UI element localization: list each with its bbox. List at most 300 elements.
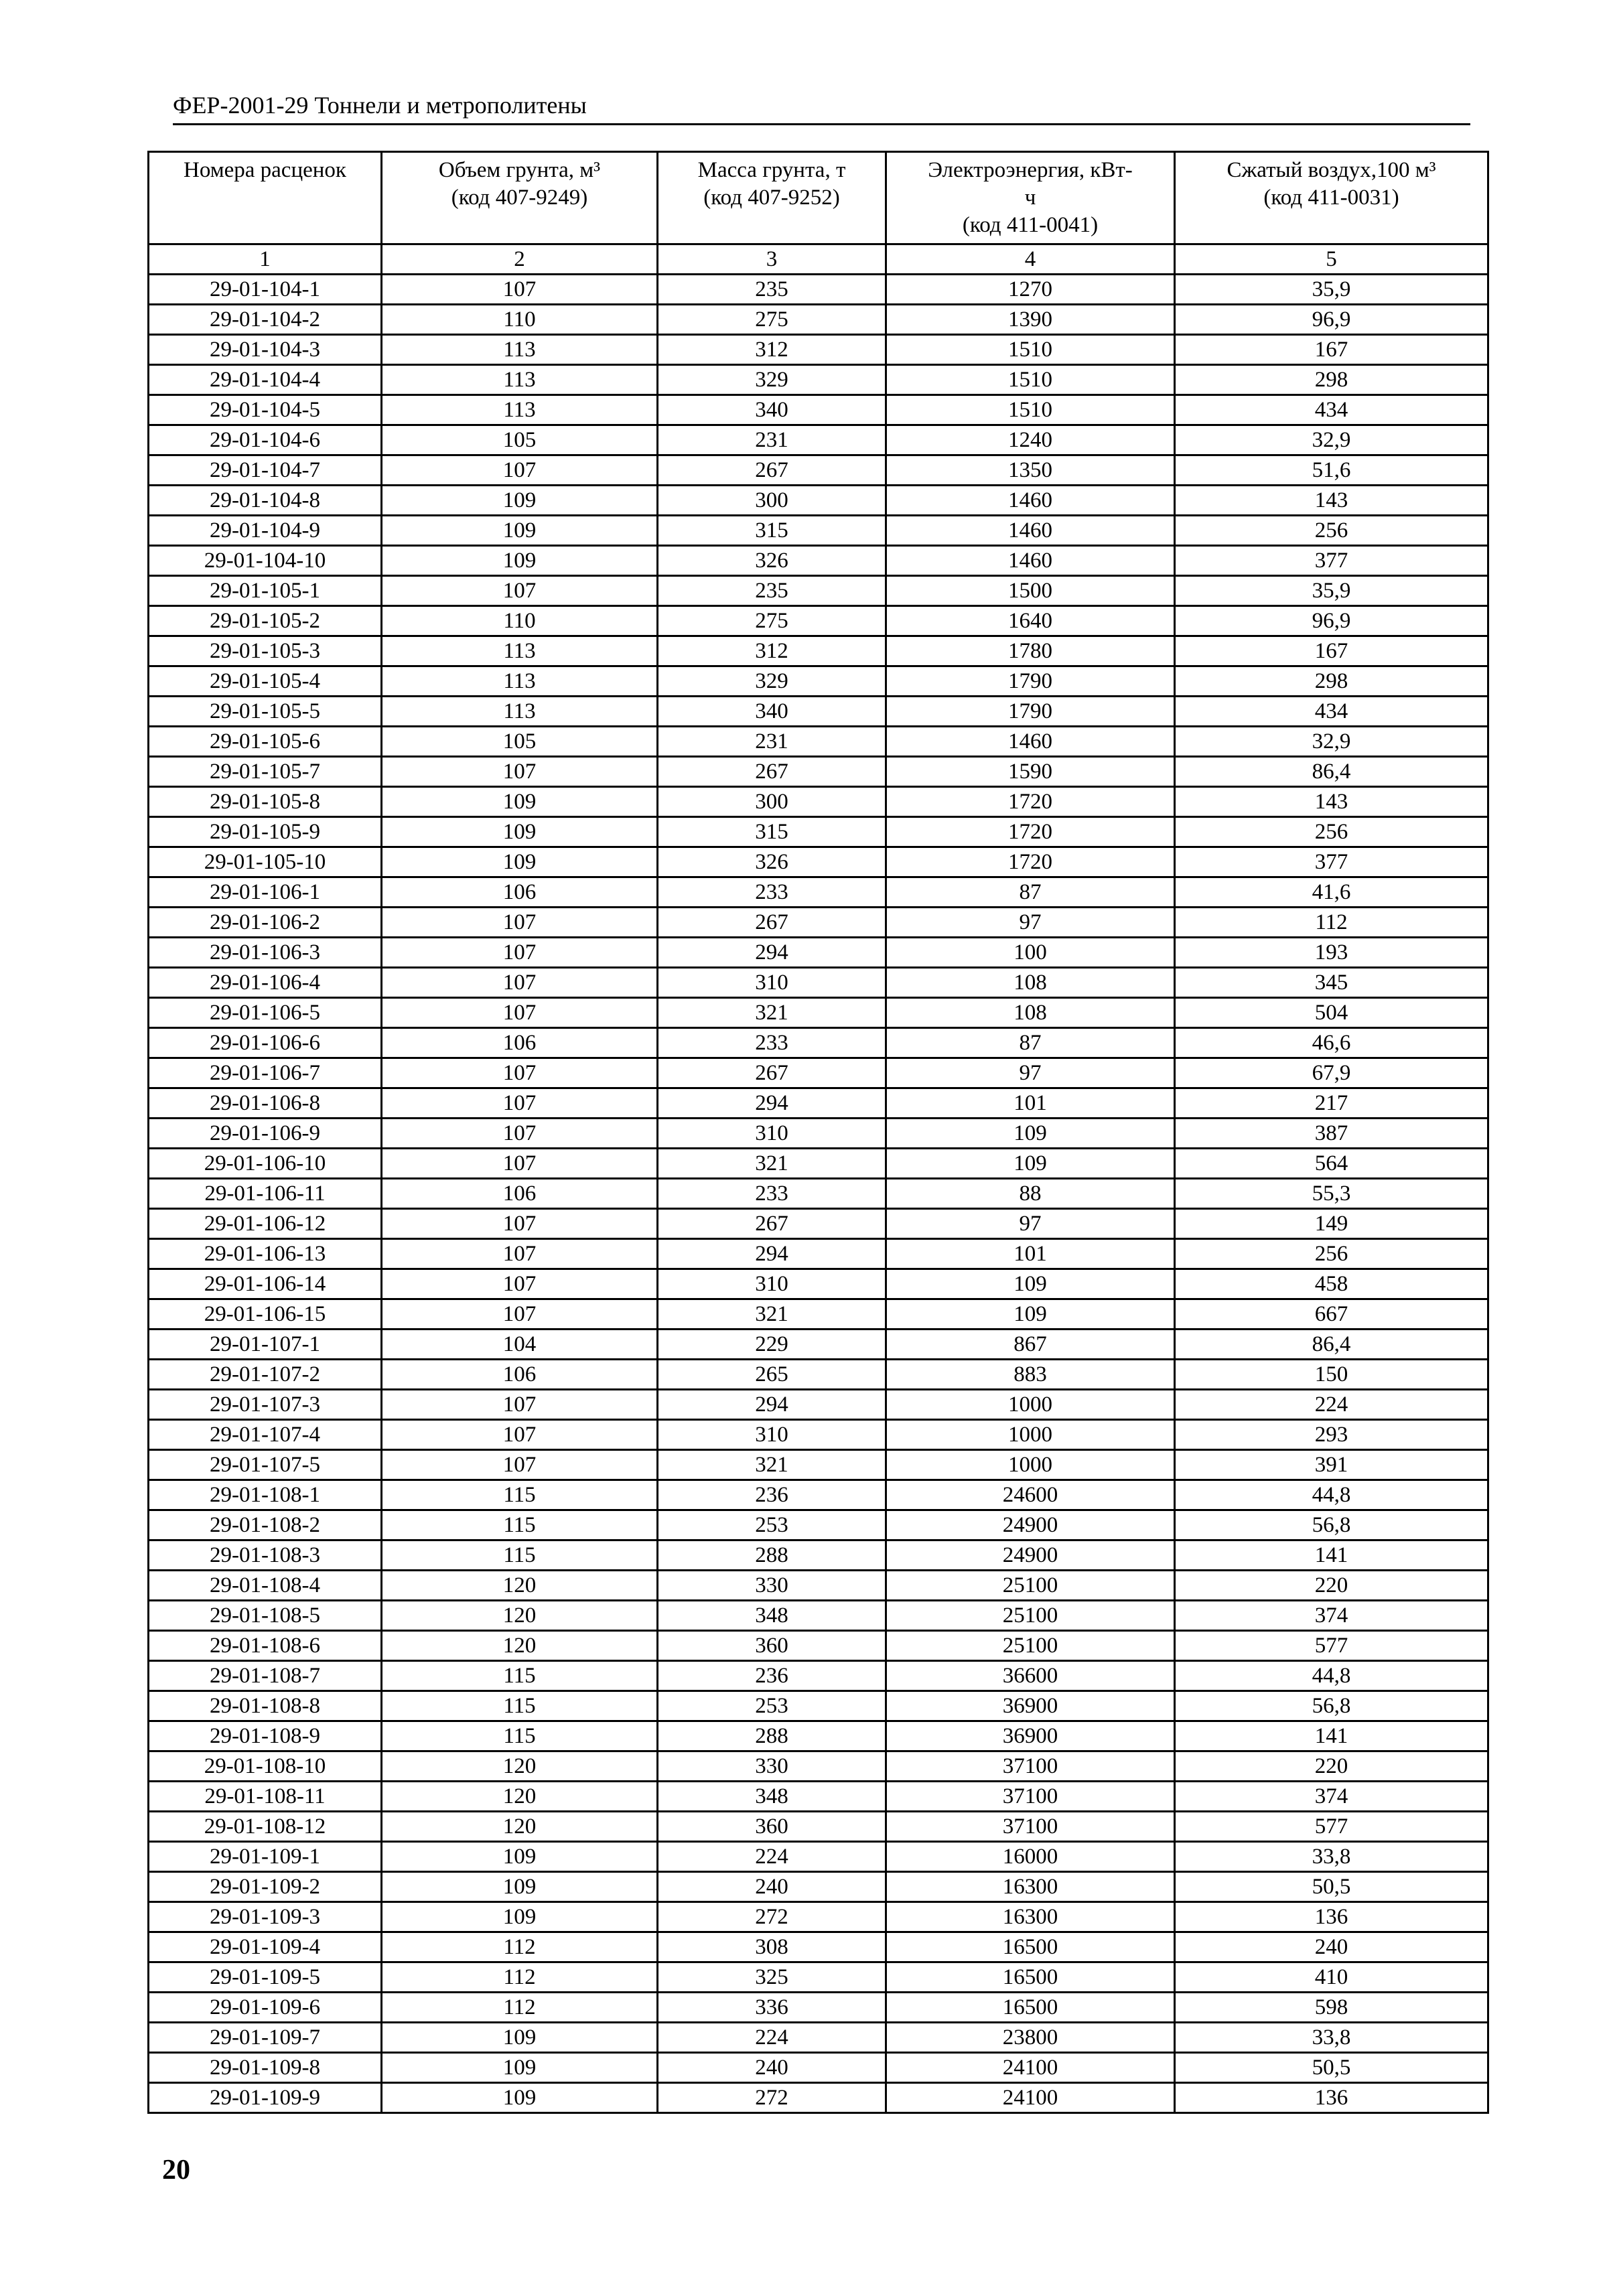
cell-soil-mass: 330	[658, 1751, 886, 1782]
cell-rate-number: 29-01-105-7	[149, 757, 382, 787]
cell-electricity: 1720	[886, 847, 1175, 877]
cell-electricity: 867	[886, 1330, 1175, 1360]
cell-soil-volume: 113	[382, 395, 658, 425]
cell-soil-volume: 106	[382, 1028, 658, 1058]
cell-rate-number: 29-01-104-9	[149, 516, 382, 546]
cell-soil-volume: 107	[382, 998, 658, 1028]
cell-soil-mass: 300	[658, 787, 886, 817]
cell-compressed-air: 96,9	[1175, 606, 1488, 636]
header-line: Масса грунта, т	[697, 158, 846, 182]
cell-electricity: 97	[886, 908, 1175, 938]
cell-soil-volume: 109	[382, 1872, 658, 1902]
cell-soil-volume: 109	[382, 2053, 658, 2083]
cell-electricity: 109	[886, 1299, 1175, 1330]
cell-electricity: 101	[886, 1239, 1175, 1269]
column-number: 5	[1175, 244, 1488, 275]
cell-electricity: 24100	[886, 2083, 1175, 2113]
cell-soil-mass: 288	[658, 1540, 886, 1571]
table-row	[149, 1601, 1488, 1631]
cell-rate-number: 29-01-108-10	[149, 1751, 382, 1782]
cell-compressed-air: 256	[1175, 516, 1488, 546]
cell-electricity: 23800	[886, 2023, 1175, 2053]
cell-electricity: 16500	[886, 1932, 1175, 1962]
cell-soil-volume: 107	[382, 1450, 658, 1480]
cell-rate-number: 29-01-105-8	[149, 787, 382, 817]
cell-electricity: 16000	[886, 1842, 1175, 1872]
cell-rate-number: 29-01-106-8	[149, 1088, 382, 1119]
table-row	[149, 1390, 1488, 1420]
cell-soil-volume: 120	[382, 1601, 658, 1631]
cell-compressed-air: 256	[1175, 1239, 1488, 1269]
cell-electricity: 1460	[886, 727, 1175, 757]
cell-rate-number: 29-01-108-5	[149, 1601, 382, 1631]
cell-rate-number: 29-01-104-1	[149, 275, 382, 305]
cell-compressed-air: 141	[1175, 1721, 1488, 1751]
header-line: Электроэнергия, кВт-	[928, 158, 1133, 182]
table-row	[149, 1058, 1488, 1088]
table-row	[149, 1450, 1488, 1480]
cell-soil-mass: 321	[658, 1149, 886, 1179]
cell-electricity: 108	[886, 998, 1175, 1028]
table-row	[149, 1028, 1488, 1058]
cell-electricity: 88	[886, 1179, 1175, 1209]
cell-rate-number: 29-01-106-15	[149, 1299, 382, 1330]
cell-compressed-air: 220	[1175, 1751, 1488, 1782]
cell-soil-mass: 308	[658, 1932, 886, 1962]
cell-rate-number: 29-01-108-8	[149, 1691, 382, 1721]
cell-soil-volume: 115	[382, 1480, 658, 1510]
table-row	[149, 1420, 1488, 1450]
cell-compressed-air: 167	[1175, 335, 1488, 365]
cell-soil-mass: 233	[658, 1028, 886, 1058]
cell-soil-mass: 348	[658, 1601, 886, 1631]
header-line: Сжатый воздух,100 м³	[1227, 158, 1436, 182]
cell-rate-number: 29-01-104-10	[149, 546, 382, 576]
cell-soil-mass: 288	[658, 1721, 886, 1751]
running-header: ФЕР-2001-29 Тоннели и метрополитены	[173, 92, 587, 119]
table-row	[149, 1631, 1488, 1661]
table-body	[149, 275, 1488, 2113]
cell-compressed-air: 293	[1175, 1420, 1488, 1450]
cell-soil-volume: 109	[382, 847, 658, 877]
table-row	[149, 1149, 1488, 1179]
cell-soil-volume: 113	[382, 335, 658, 365]
cell-rate-number: 29-01-105-10	[149, 847, 382, 877]
cell-rate-number: 29-01-108-6	[149, 1631, 382, 1661]
cell-soil-volume: 115	[382, 1721, 658, 1751]
cell-soil-volume: 120	[382, 1631, 658, 1661]
cell-soil-volume: 109	[382, 486, 658, 516]
cell-electricity: 1000	[886, 1450, 1175, 1480]
cell-soil-volume: 106	[382, 1179, 658, 1209]
table-row	[149, 1932, 1488, 1962]
cell-compressed-air: 298	[1175, 365, 1488, 395]
cell-soil-mass: 236	[658, 1661, 886, 1691]
cell-electricity: 883	[886, 1360, 1175, 1390]
cell-soil-volume: 109	[382, 787, 658, 817]
cell-compressed-air: 33,8	[1175, 1842, 1488, 1872]
cell-electricity: 1270	[886, 275, 1175, 305]
cell-compressed-air: 50,5	[1175, 2053, 1488, 2083]
cell-soil-mass: 267	[658, 908, 886, 938]
cell-compressed-air: 387	[1175, 1119, 1488, 1149]
cell-rate-number: 29-01-108-9	[149, 1721, 382, 1751]
table-row	[149, 1360, 1488, 1390]
table-row	[149, 1661, 1488, 1691]
cell-soil-volume: 107	[382, 275, 658, 305]
cell-soil-mass: 294	[658, 938, 886, 968]
table-row	[149, 877, 1488, 908]
cell-rate-number: 29-01-107-3	[149, 1390, 382, 1420]
cell-soil-mass: 310	[658, 1119, 886, 1149]
cell-soil-mass: 348	[658, 1782, 886, 1812]
cell-soil-volume: 107	[382, 1058, 658, 1088]
cell-soil-mass: 330	[658, 1571, 886, 1601]
cell-soil-volume: 107	[382, 1209, 658, 1239]
cell-rate-number: 29-01-109-9	[149, 2083, 382, 2113]
cell-soil-mass: 315	[658, 817, 886, 847]
cell-compressed-air: 240	[1175, 1932, 1488, 1962]
cell-compressed-air: 564	[1175, 1149, 1488, 1179]
cell-soil-mass: 329	[658, 365, 886, 395]
cell-rate-number: 29-01-109-5	[149, 1962, 382, 1993]
cell-compressed-air: 577	[1175, 1631, 1488, 1661]
cell-soil-volume: 109	[382, 516, 658, 546]
cell-soil-volume: 107	[382, 1299, 658, 1330]
cell-electricity: 24600	[886, 1480, 1175, 1510]
cell-soil-mass: 272	[658, 2083, 886, 2113]
cell-soil-mass: 240	[658, 2053, 886, 2083]
cell-compressed-air: 86,4	[1175, 757, 1488, 787]
cell-soil-mass: 240	[658, 1872, 886, 1902]
cell-soil-volume: 112	[382, 1962, 658, 1993]
cell-electricity: 1000	[886, 1390, 1175, 1420]
cell-soil-mass: 310	[658, 1420, 886, 1450]
table-row	[149, 908, 1488, 938]
cell-soil-mass: 360	[658, 1631, 886, 1661]
cell-compressed-air: 224	[1175, 1390, 1488, 1420]
column-number: 1	[149, 244, 382, 275]
cell-soil-volume: 110	[382, 305, 658, 335]
table-row	[149, 697, 1488, 727]
column-number: 2	[382, 244, 658, 275]
table-row	[149, 938, 1488, 968]
table-row	[149, 998, 1488, 1028]
cell-electricity: 1640	[886, 606, 1175, 636]
cell-compressed-air: 136	[1175, 1902, 1488, 1932]
cell-compressed-air: 217	[1175, 1088, 1488, 1119]
cell-compressed-air: 458	[1175, 1269, 1488, 1299]
cell-rate-number: 29-01-108-11	[149, 1782, 382, 1812]
cell-rate-number: 29-01-108-3	[149, 1540, 382, 1571]
table-row	[149, 1993, 1488, 2023]
cell-compressed-air: 374	[1175, 1782, 1488, 1812]
cell-soil-mass: 233	[658, 1179, 886, 1209]
table-row	[149, 1269, 1488, 1299]
cell-soil-volume: 107	[382, 455, 658, 486]
table-row	[149, 1088, 1488, 1119]
table-row	[149, 335, 1488, 365]
cell-soil-volume: 107	[382, 1119, 658, 1149]
cell-rate-number: 29-01-106-7	[149, 1058, 382, 1088]
cell-soil-volume: 109	[382, 1902, 658, 1932]
column-number: 3	[658, 244, 886, 275]
cell-electricity: 37100	[886, 1782, 1175, 1812]
cell-soil-mass: 233	[658, 877, 886, 908]
cell-compressed-air: 150	[1175, 1360, 1488, 1390]
cell-electricity: 1510	[886, 365, 1175, 395]
cell-soil-volume: 115	[382, 1540, 658, 1571]
cell-electricity: 1790	[886, 666, 1175, 697]
table-row	[149, 2023, 1488, 2053]
cell-soil-mass: 267	[658, 455, 886, 486]
cell-compressed-air: 577	[1175, 1812, 1488, 1842]
cell-soil-volume: 120	[382, 1751, 658, 1782]
cell-soil-volume: 107	[382, 938, 658, 968]
cell-electricity: 108	[886, 968, 1175, 998]
cell-electricity: 16300	[886, 1872, 1175, 1902]
cell-soil-volume: 113	[382, 636, 658, 666]
cell-electricity: 100	[886, 938, 1175, 968]
table-row	[149, 1902, 1488, 1932]
cell-electricity: 16300	[886, 1902, 1175, 1932]
table-row	[149, 395, 1488, 425]
table-row	[149, 1751, 1488, 1782]
cell-electricity: 1460	[886, 486, 1175, 516]
table-row	[149, 546, 1488, 576]
cell-compressed-air: 434	[1175, 697, 1488, 727]
cell-electricity: 16500	[886, 1962, 1175, 1993]
cell-compressed-air: 193	[1175, 938, 1488, 968]
cell-soil-mass: 360	[658, 1812, 886, 1842]
table-row	[149, 1209, 1488, 1239]
cell-compressed-air: 67,9	[1175, 1058, 1488, 1088]
cell-compressed-air: 167	[1175, 636, 1488, 666]
cell-soil-mass: 340	[658, 395, 886, 425]
cell-compressed-air: 33,8	[1175, 2023, 1488, 2053]
cell-soil-mass: 224	[658, 1842, 886, 1872]
cell-rate-number: 29-01-107-4	[149, 1420, 382, 1450]
table-row	[149, 365, 1488, 395]
table-row	[149, 1330, 1488, 1360]
cell-compressed-air: 35,9	[1175, 275, 1488, 305]
cell-rate-number: 29-01-105-9	[149, 817, 382, 847]
cell-soil-mass: 267	[658, 1058, 886, 1088]
column-header-compressed-air	[1175, 152, 1488, 244]
header-rule	[173, 123, 1470, 125]
cell-soil-volume: 107	[382, 576, 658, 606]
cell-soil-mass: 272	[658, 1902, 886, 1932]
cell-rate-number: 29-01-108-4	[149, 1571, 382, 1601]
cell-soil-volume: 107	[382, 1420, 658, 1450]
cell-soil-volume: 107	[382, 1149, 658, 1179]
table-row	[149, 516, 1488, 546]
cell-rate-number: 29-01-105-6	[149, 727, 382, 757]
cell-compressed-air: 56,8	[1175, 1510, 1488, 1540]
table-row	[149, 636, 1488, 666]
cell-compressed-air: 143	[1175, 486, 1488, 516]
cell-soil-mass: 310	[658, 1269, 886, 1299]
cell-soil-volume: 120	[382, 1571, 658, 1601]
cell-electricity: 1590	[886, 757, 1175, 787]
cell-electricity: 101	[886, 1088, 1175, 1119]
cell-rate-number: 29-01-105-2	[149, 606, 382, 636]
cell-soil-volume: 106	[382, 877, 658, 908]
cell-rate-number: 29-01-104-5	[149, 395, 382, 425]
cell-soil-mass: 315	[658, 516, 886, 546]
cell-soil-volume: 112	[382, 1932, 658, 1962]
cell-compressed-air: 377	[1175, 546, 1488, 576]
cell-electricity: 24100	[886, 2053, 1175, 2083]
cell-rate-number: 29-01-106-1	[149, 877, 382, 908]
cell-soil-mass: 231	[658, 425, 886, 455]
cell-soil-volume: 110	[382, 606, 658, 636]
cell-rate-number: 29-01-109-6	[149, 1993, 382, 2023]
cell-soil-volume: 104	[382, 1330, 658, 1360]
cell-soil-volume: 109	[382, 2023, 658, 2053]
cell-electricity: 1780	[886, 636, 1175, 666]
column-number-row	[149, 244, 1488, 275]
cell-rate-number: 29-01-106-11	[149, 1179, 382, 1209]
cell-soil-volume: 113	[382, 697, 658, 727]
cell-soil-volume: 112	[382, 1993, 658, 2023]
cell-compressed-air: 41,6	[1175, 877, 1488, 908]
cell-soil-mass: 329	[658, 666, 886, 697]
cell-soil-mass: 294	[658, 1390, 886, 1420]
cell-electricity: 25100	[886, 1631, 1175, 1661]
cell-soil-mass: 340	[658, 697, 886, 727]
header-line: Номера расценок	[184, 158, 346, 182]
table-row	[149, 757, 1488, 787]
cell-electricity: 37100	[886, 1751, 1175, 1782]
cell-soil-volume: 109	[382, 817, 658, 847]
cell-electricity: 36600	[886, 1661, 1175, 1691]
cell-electricity: 109	[886, 1119, 1175, 1149]
cell-rate-number: 29-01-107-5	[149, 1450, 382, 1480]
cell-electricity: 36900	[886, 1721, 1175, 1751]
cell-soil-volume: 120	[382, 1812, 658, 1842]
cell-electricity: 25100	[886, 1571, 1175, 1601]
column-header-electricity	[886, 152, 1175, 244]
cell-compressed-air: 667	[1175, 1299, 1488, 1330]
table-row	[149, 666, 1488, 697]
cell-soil-volume: 107	[382, 1239, 658, 1269]
table-row	[149, 1691, 1488, 1721]
cell-soil-volume: 107	[382, 908, 658, 938]
cell-rate-number: 29-01-108-7	[149, 1661, 382, 1691]
cell-soil-volume: 107	[382, 968, 658, 998]
cell-compressed-air: 598	[1175, 1993, 1488, 2023]
cell-soil-mass: 267	[658, 1209, 886, 1239]
table-row	[149, 606, 1488, 636]
table-row	[149, 2083, 1488, 2113]
cell-soil-mass: 229	[658, 1330, 886, 1360]
cell-electricity: 1240	[886, 425, 1175, 455]
cell-electricity: 1350	[886, 455, 1175, 486]
table-row	[149, 817, 1488, 847]
cell-electricity: 1510	[886, 335, 1175, 365]
table-row	[149, 576, 1488, 606]
cell-compressed-air: 345	[1175, 968, 1488, 998]
cell-rate-number: 29-01-106-4	[149, 968, 382, 998]
cell-rate-number: 29-01-106-6	[149, 1028, 382, 1058]
cell-rate-number: 29-01-104-7	[149, 455, 382, 486]
cell-rate-number: 29-01-109-4	[149, 1932, 382, 1962]
cell-compressed-air: 298	[1175, 666, 1488, 697]
column-header-row	[149, 152, 1488, 244]
cell-soil-volume: 105	[382, 727, 658, 757]
table-row	[149, 1179, 1488, 1209]
cell-rate-number: 29-01-108-12	[149, 1812, 382, 1842]
cell-rate-number: 29-01-109-7	[149, 2023, 382, 2053]
cell-electricity: 24900	[886, 1510, 1175, 1540]
header-line: ч	[1024, 186, 1036, 210]
cell-compressed-air: 86,4	[1175, 1330, 1488, 1360]
cell-electricity: 1720	[886, 787, 1175, 817]
cell-electricity: 1000	[886, 1420, 1175, 1450]
table-row	[149, 1812, 1488, 1842]
cell-soil-volume: 105	[382, 425, 658, 455]
cell-compressed-air: 44,8	[1175, 1480, 1488, 1510]
cell-rate-number: 29-01-106-12	[149, 1209, 382, 1239]
table-row	[149, 1119, 1488, 1149]
cell-soil-volume: 115	[382, 1661, 658, 1691]
cell-compressed-air: 56,8	[1175, 1691, 1488, 1721]
page-number: 20	[162, 2155, 190, 2185]
table-row	[149, 1842, 1488, 1872]
cell-compressed-air: 141	[1175, 1540, 1488, 1571]
rates-table	[147, 151, 1489, 2114]
cell-soil-volume: 109	[382, 2083, 658, 2113]
cell-electricity: 87	[886, 877, 1175, 908]
cell-soil-volume: 107	[382, 1390, 658, 1420]
cell-rate-number: 29-01-104-8	[149, 486, 382, 516]
cell-soil-mass: 312	[658, 335, 886, 365]
cell-soil-mass: 310	[658, 968, 886, 998]
cell-soil-volume: 109	[382, 1842, 658, 1872]
cell-rate-number: 29-01-109-2	[149, 1872, 382, 1902]
cell-rate-number: 29-01-106-3	[149, 938, 382, 968]
cell-soil-mass: 321	[658, 1299, 886, 1330]
cell-soil-mass: 275	[658, 305, 886, 335]
cell-soil-mass: 312	[658, 636, 886, 666]
cell-compressed-air: 256	[1175, 817, 1488, 847]
column-number: 4	[886, 244, 1175, 275]
cell-rate-number: 29-01-105-5	[149, 697, 382, 727]
cell-electricity: 109	[886, 1269, 1175, 1299]
cell-soil-volume: 106	[382, 1360, 658, 1390]
cell-compressed-air: 32,9	[1175, 425, 1488, 455]
cell-rate-number: 29-01-105-4	[149, 666, 382, 697]
cell-rate-number: 29-01-107-2	[149, 1360, 382, 1390]
cell-rate-number: 29-01-104-6	[149, 425, 382, 455]
cell-electricity: 1500	[886, 576, 1175, 606]
cell-rate-number: 29-01-108-2	[149, 1510, 382, 1540]
cell-rate-number: 29-01-105-1	[149, 576, 382, 606]
cell-soil-volume: 113	[382, 365, 658, 395]
header-line: (код 411-0041)	[962, 213, 1099, 237]
cell-compressed-air: 51,6	[1175, 455, 1488, 486]
table-row	[149, 847, 1488, 877]
cell-soil-mass: 236	[658, 1480, 886, 1510]
cell-rate-number: 29-01-104-2	[149, 305, 382, 335]
cell-electricity: 16500	[886, 1993, 1175, 2023]
cell-soil-mass: 294	[658, 1239, 886, 1269]
cell-soil-volume: 120	[382, 1782, 658, 1812]
table-row	[149, 968, 1488, 998]
cell-compressed-air: 112	[1175, 908, 1488, 938]
table-row	[149, 1480, 1488, 1510]
